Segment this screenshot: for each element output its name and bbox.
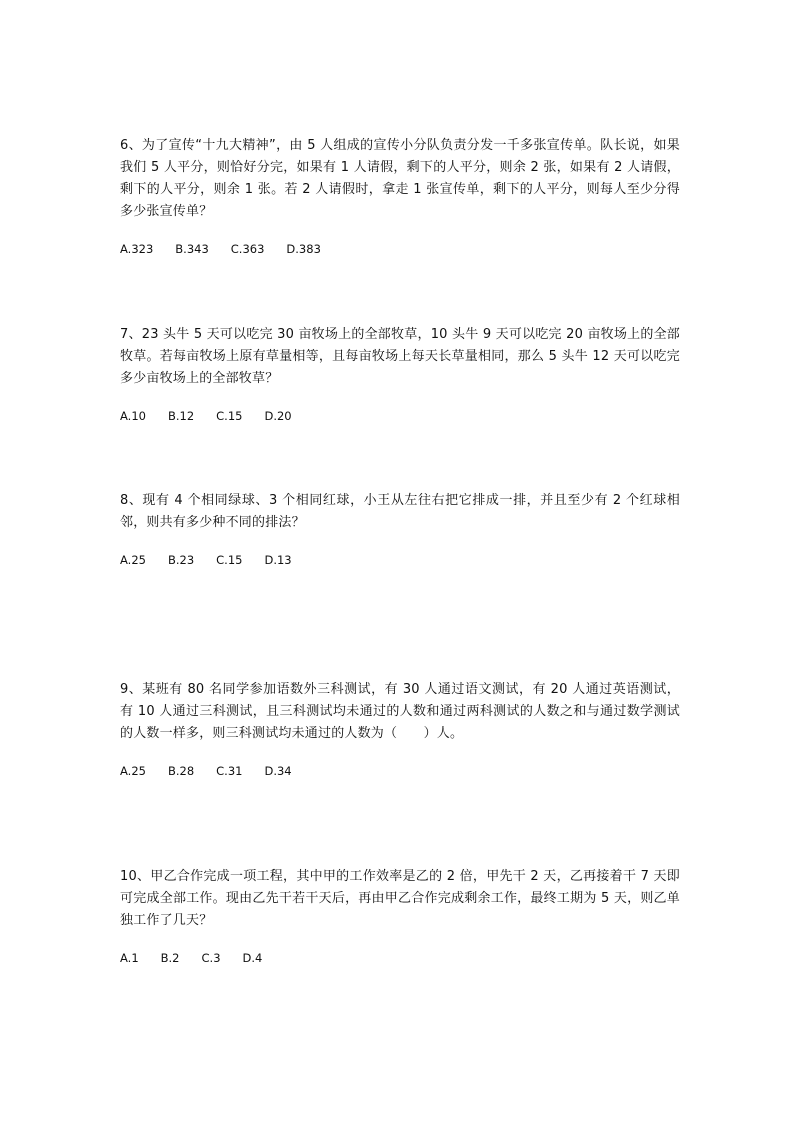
question-8	[120, 490, 680, 568]
option-a: A.1	[120, 951, 139, 965]
question-text: 8、现有 4 个相同绿球、3 个相同红球，小王从左往右把它排成一排，并且至少有 2 个红球相邻，则共有多少种不同的排法？	[120, 493, 680, 530]
question-9	[120, 679, 680, 779]
question-text: 10、甲乙合作完成一项工程，其中甲的工作效率是乙的 2 倍，甲先干 2 天，乙再接着干 7 天即可完成全部工作。现由乙先干若干天后，再由甲乙合作完成剩余工作，最终工期为 5 天，则乙单独工作了几天？	[120, 869, 680, 928]
option-b: B.2	[160, 951, 180, 965]
answer-options	[120, 552, 680, 568]
option-c: C.31	[216, 764, 243, 778]
question-text: 9、某班有 80 名同学参加语数外三科测试，有 30 人通过语文测试，有 20 人通过英语测试，有 10 人通过三科测试，且三科测试均未通过的人数和通过两科测试的人数之和与通过数学测试的人数一样多，则三科测试均未通过的人数为（ ）人。	[120, 682, 680, 741]
option-b: B.23	[167, 553, 195, 567]
answer-options	[120, 950, 680, 966]
question-text: 7、23 头牛 5 天可以吃完 30 亩牧场上的全部牧草，10 头牛 9 天可以吃完 20 亩牧场上的全部牧草。若每亩牧场上原有草量相等，且每亩牧场上每天长草量相同，那么 5 头牛 12 天可以吃完多少亩牧场上的全部牧草？	[120, 327, 680, 386]
option-a: A.25	[120, 764, 146, 778]
option-c: C.3	[201, 951, 221, 965]
question-7	[120, 324, 680, 424]
option-c: C.363	[230, 242, 265, 256]
option-d: D.20	[264, 409, 292, 423]
question-10	[120, 866, 680, 966]
option-a: A.10	[120, 409, 146, 423]
option-d: D.13	[264, 553, 292, 567]
option-d: D.383	[286, 242, 321, 256]
option-b: B.28	[167, 764, 195, 778]
question-text: 6、为了宣传“十九大精神”，由 5 人组成的宣传小分队负责分发一千多张宣传单。队长说，如果我们 5 人平分，则恰好分完，如果有 1 人请假，剩下的人平分，则余 2 张，如果有 2 人请假，剩下的人平分，则余 1 张。若 2 人请假时，拿走 1 张宣传单，剩下的人平分，则每人至少分得多少张宣传单？	[120, 138, 680, 219]
option-a: A.323	[120, 242, 154, 256]
option-d: D.34	[264, 764, 292, 778]
answer-options	[120, 408, 680, 424]
option-a: A.25	[120, 553, 146, 567]
question-6	[120, 135, 680, 257]
option-c: C.15	[216, 553, 243, 567]
option-d: D.4	[242, 951, 263, 965]
answer-options	[120, 763, 680, 779]
option-b: B.12	[167, 409, 195, 423]
option-b: B.343	[175, 242, 209, 256]
option-c: C.15	[216, 409, 243, 423]
answer-options	[120, 241, 680, 257]
